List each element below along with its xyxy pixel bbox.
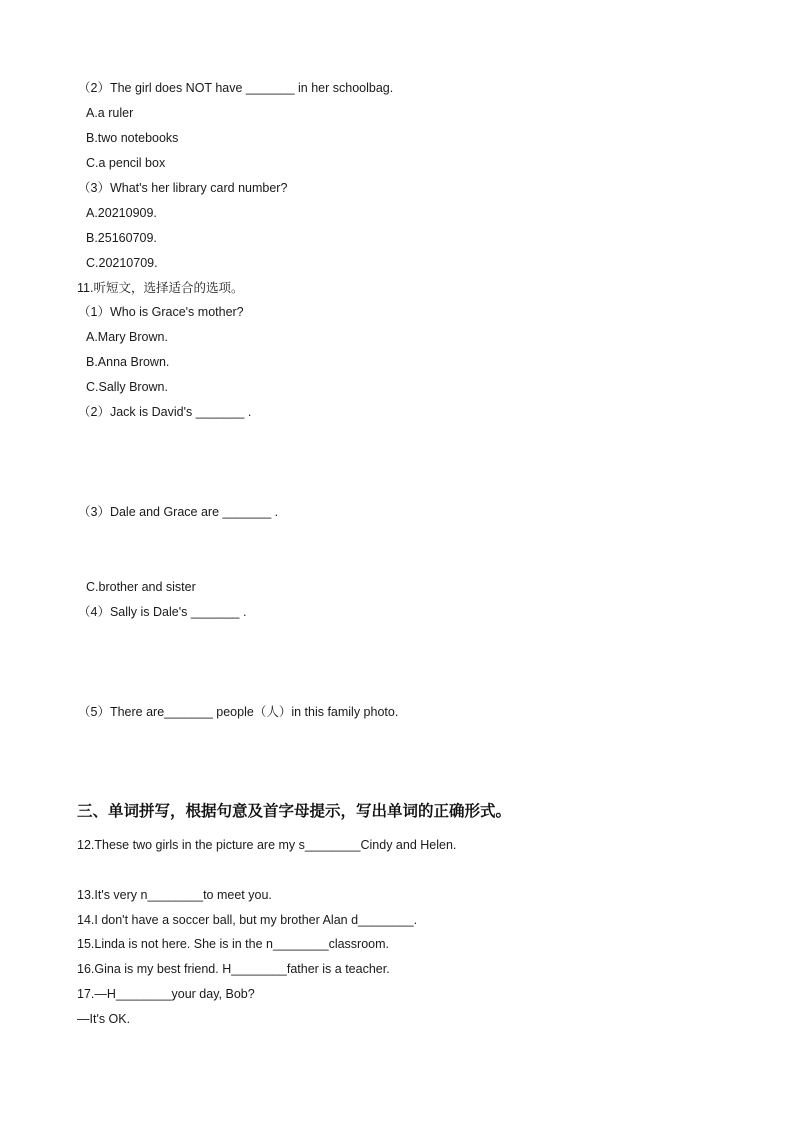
q10-sub3-option-b: B.25160709. xyxy=(86,231,157,245)
q11-sub4-question: （4）Sally is Dale's _______ . xyxy=(78,605,247,619)
section3-item-15: 15.Linda is not here. She is in the n________classroom. xyxy=(77,937,390,951)
section3-item-12: 12.These two girls in the picture are my s________Cindy and Helen. xyxy=(77,838,457,852)
q11-sub3-option-c: C.brother and sister xyxy=(86,580,196,594)
q11-sub5-question: （5）There are_______ people（人）in this family photo. xyxy=(78,705,399,719)
q11-sub1-option-a: A.Mary Brown. xyxy=(86,330,168,344)
section3-item-16: 16.Gina is my best friend. H________father is a teacher. xyxy=(77,962,390,976)
q11-title: 11.听短文，选择适合的选项。 xyxy=(77,281,244,295)
section3-item-17: 17.—H________your day, Bob? xyxy=(77,987,255,1001)
q10-sub2-option-b: B.two notebooks xyxy=(86,131,179,145)
q11-sub2-question: （2）Jack is David's _______ . xyxy=(78,405,252,419)
q11-sub1-option-b: B.Anna Brown. xyxy=(86,355,170,369)
section3-item-13: 13.It's very n________to meet you. xyxy=(77,888,272,902)
q10-sub2-question: （2）The girl does NOT have _______ in her schoolbag. xyxy=(78,81,394,95)
q10-sub2-option-a: A.a ruler xyxy=(86,106,134,120)
q10-sub2-option-c: C.a pencil box xyxy=(86,156,166,170)
q10-sub3-option-c: C.20210709. xyxy=(86,256,158,270)
section3-item-14: 14.I don't have a soccer ball, but my brother Alan d________. xyxy=(77,913,418,927)
section3-item-17-reply: —It's OK. xyxy=(77,1012,131,1026)
q10-sub3-option-a: A.20210909. xyxy=(86,206,157,220)
q10-sub3-question: （3）What's her library card number? xyxy=(78,181,288,195)
q11-sub1-question: （1）Who is Grace's mother? xyxy=(78,305,244,319)
section3-heading: 三、单词拼写，根据句意及首字母提示，写出单词的正确形式。 xyxy=(77,802,512,820)
q11-sub3-question: （3）Dale and Grace are _______ . xyxy=(78,505,279,519)
q11-sub1-option-c: C.Sally Brown. xyxy=(86,380,168,394)
